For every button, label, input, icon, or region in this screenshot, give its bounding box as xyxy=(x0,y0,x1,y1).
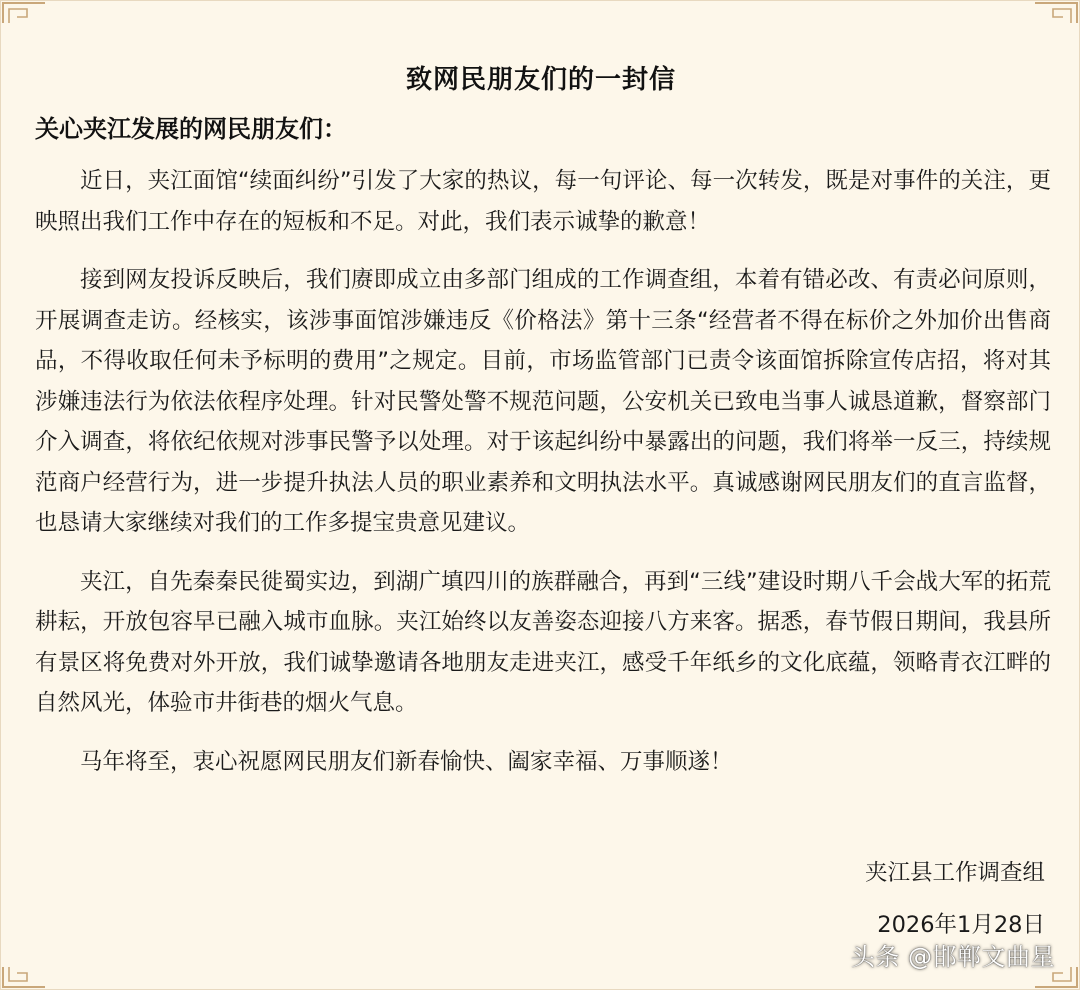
paragraph-investigation: 接到网友投诉反映后，我们赓即成立由多部门组成的工作调查组，本着有错必改、有责必问原则，开展调查走访。经核实，该涉事面馆涉嫌违反《价格法》第十三条“经营者不得在标价之外加价出售商品，不得收取任何未予标明的费用”之规定。目前，市场监管部门已责令该面馆拆除宣传店招，将对其涉嫌违法行为依法依程序处理。针对民警处警不规范问题，公安机关已致电当事人诚恳道歉，督察部门介入调查，将依纪依规对涉事民警予以处理。对于该起纠纷中暴露出的问题，我们将举一反三，持续规范商户经营行为，进一步提升执法人员的职业素养和文明执法水平。真诚感谢网民朋友们的直言监督，也恳请大家继续对我们的工作多提宝贵意见建议。 xyxy=(35,267,1051,536)
letter-date: 2026年1月28日 xyxy=(877,912,1045,938)
paragraph-greeting: 马年将至，衷心祝愿网民朋友们新春愉快、阖家幸福、万事顺遂！ xyxy=(80,748,733,775)
corner-ornament-bottom-left xyxy=(1,965,47,989)
letter-signature: 夹江县工作调查组 xyxy=(864,860,1045,886)
letter-body xyxy=(35,161,1051,800)
corner-ornament-top-left xyxy=(1,1,47,25)
corner-ornament-top-right xyxy=(1033,1,1079,25)
source-watermark: 头条 @邯郸文曲星 xyxy=(850,943,1055,971)
paragraph-city-intro: 夹江，自先秦秦民徙蜀实边，到湖广填四川的族群融合，再到“三线”建设时期八千会战大军的拓荒耕耘，开放包容早已融入城市血脉。夹江始终以友善姿态迎接八方来客。据悉，春节假日期间，我县所有景区将免费对外开放，我们诚挚邀请各地朋友走进夹江，感受千年纸乡的文化底蕴，领略青衣江畔的自然风光，体验市井街巷的烟火气息。 xyxy=(35,568,1051,716)
letter-title: 致网民朋友们的一封信 xyxy=(405,65,676,95)
paragraph-apology: 近日，夹江面馆“续面纠纷”引发了大家的热议，每一句评论、每一次转发，既是对事件的关注，更映照出我们工作中存在的短板和不足。对此，我们表示诚挚的歉意！ xyxy=(35,168,1051,235)
letter-salutation: 关心夹江发展的网民朋友们： xyxy=(35,115,347,143)
